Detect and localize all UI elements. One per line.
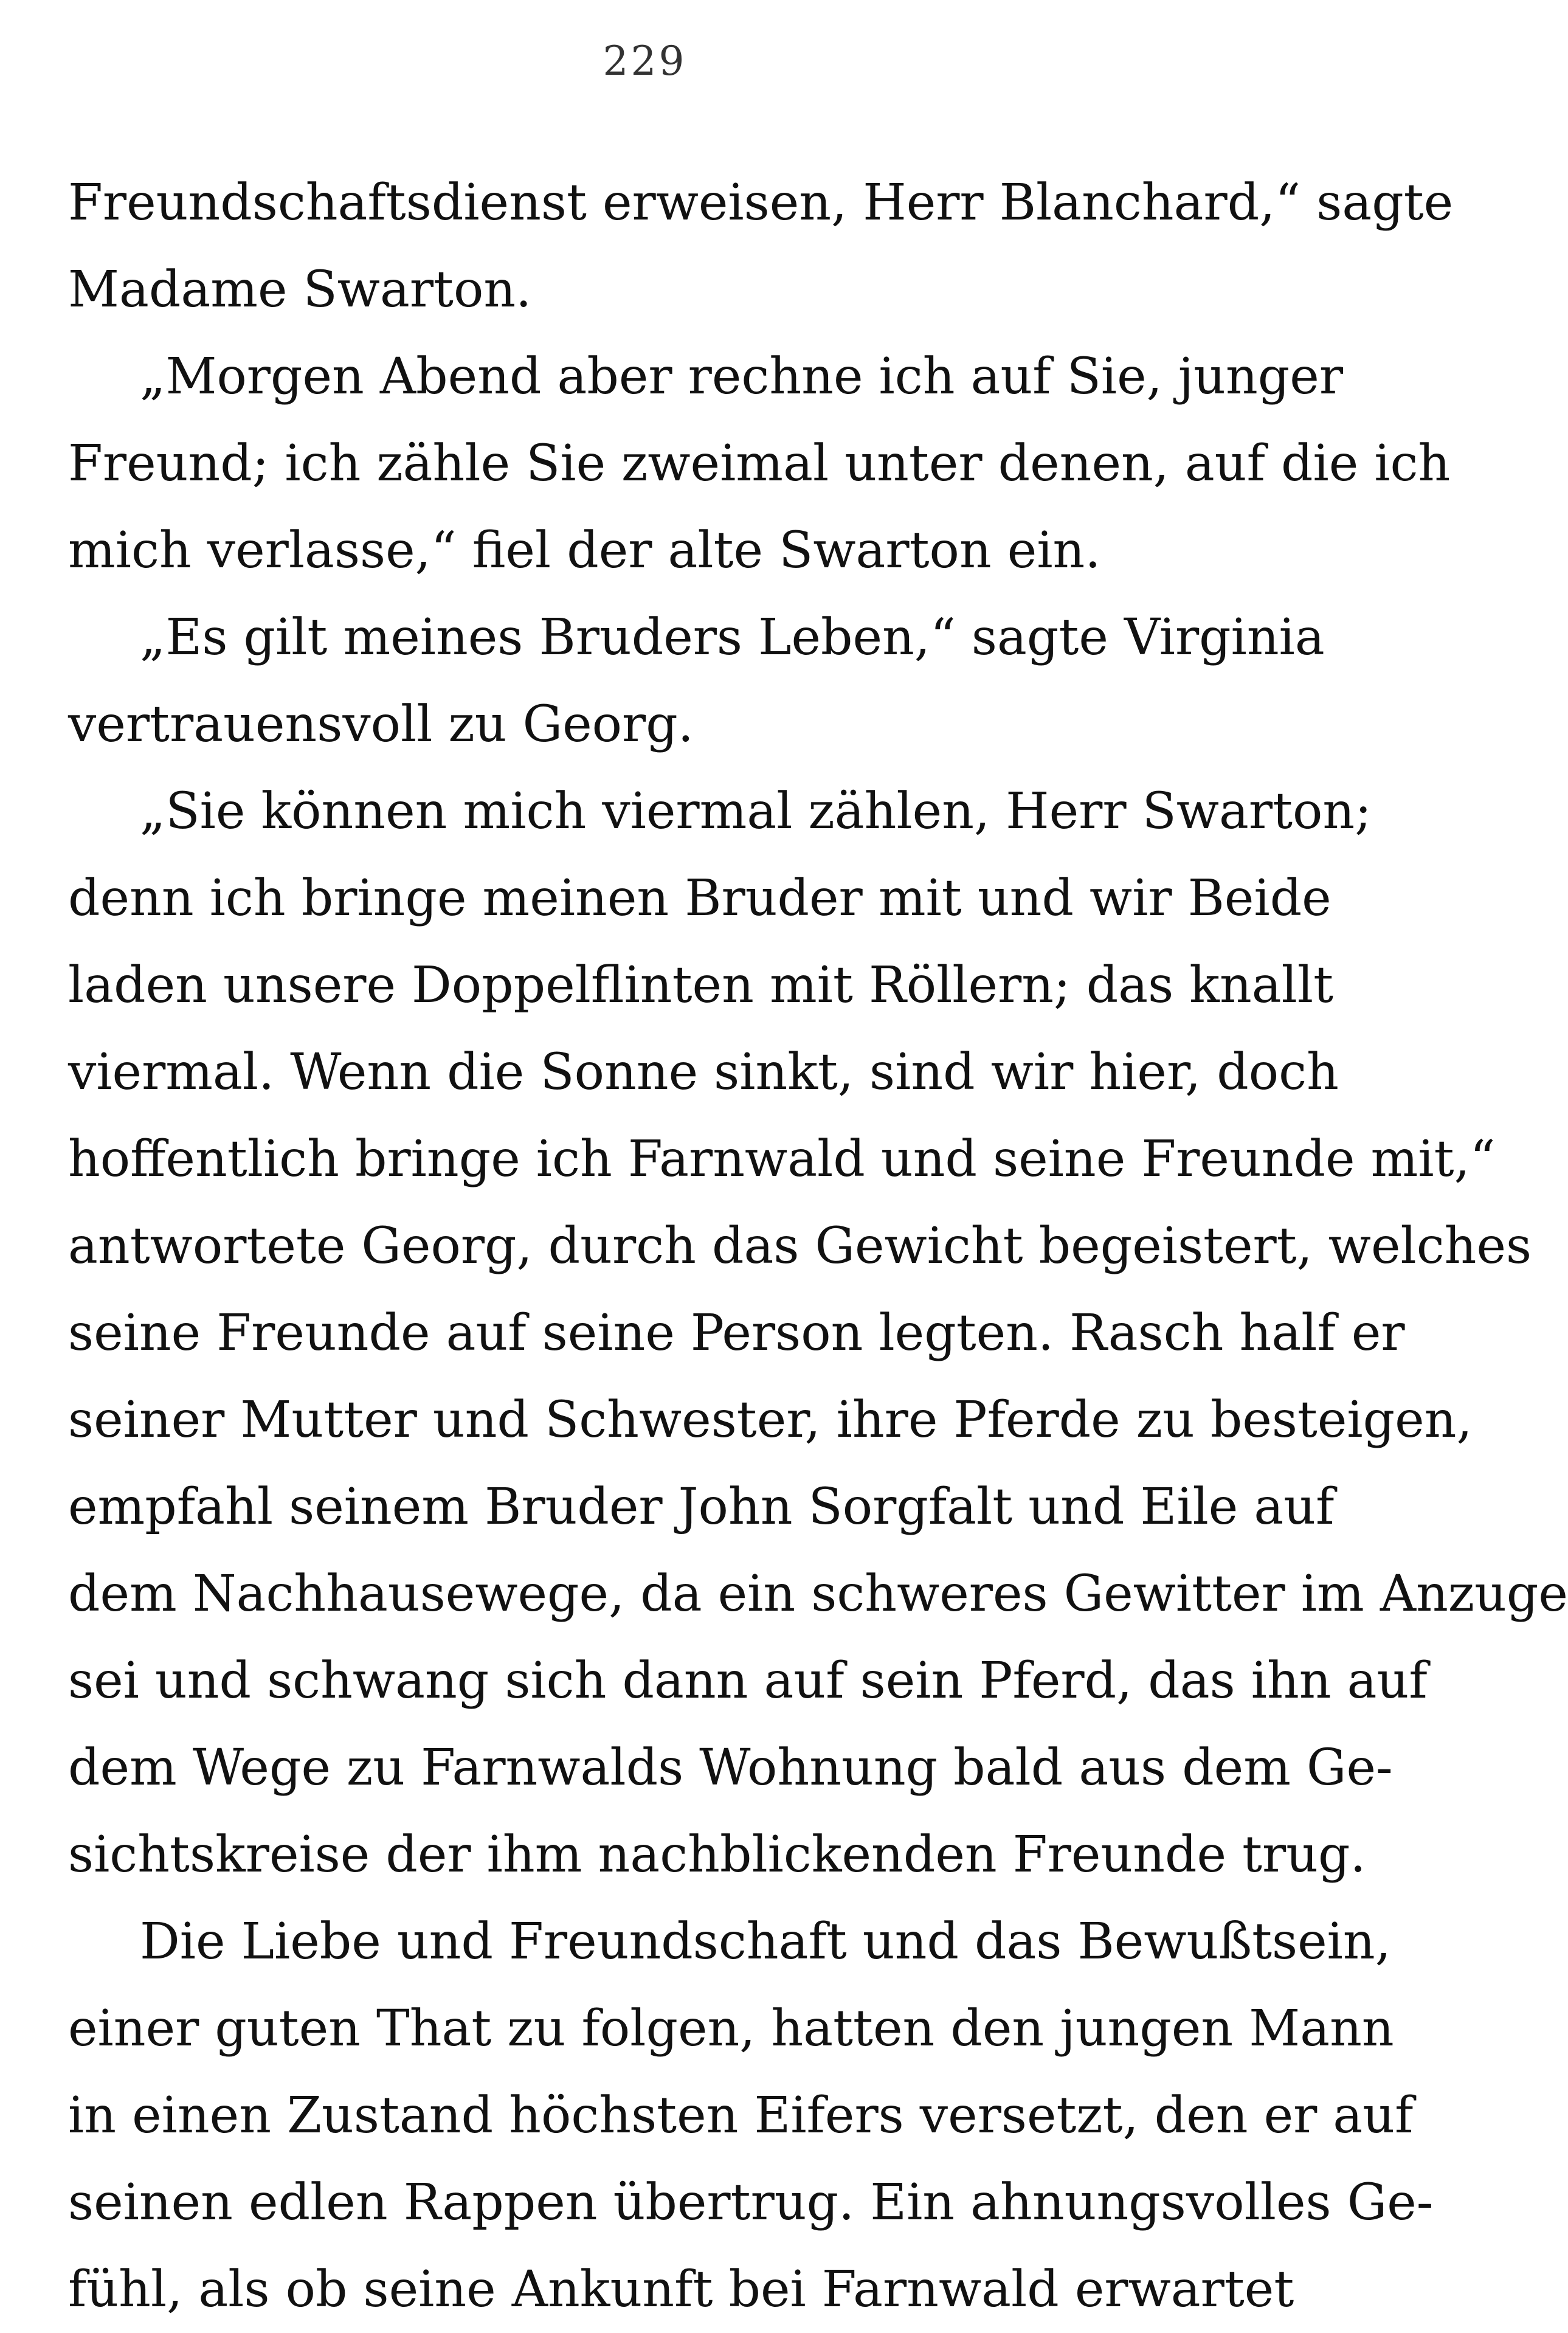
text-line: dem Wege zu Farnwalds Wohnung bald aus dem Ge- [68, 1739, 1393, 1797]
text-line: empfahl seinem Bruder John Sorgfalt und Eile auf [68, 1478, 1335, 1536]
text-line: in einen Zustand höchsten Eifers versetzt, den er auf [68, 2087, 1414, 2145]
text-line: sei und schwang sich dann auf sein Pferd, das ihn auf [68, 1652, 1428, 1710]
text-line: „Es gilt meines Bruders Leben,“ sagte Virginia [140, 609, 1325, 666]
text-line: Freundschaftsdienst erweisen, Herr Blanchard,“ sagte [68, 174, 1454, 232]
text-line: dem Nachhausewege, da ein schweres Gewitter im Anzuge [68, 1565, 1568, 1623]
text-line: Freund; ich zähle Sie zweimal unter denen, auf die ich [68, 435, 1451, 493]
text-line: antwortete Georg, durch das Gewicht begeistert, welches [68, 1217, 1532, 1275]
text-line: einer guten That zu folgen, hatten den jungen Mann [68, 2000, 1394, 2058]
text-line: seine Freunde auf seine Person legten. Rasch half er [68, 1304, 1405, 1362]
text-line: viermal. Wenn die Sonne sinkt, sind wir hier, doch [68, 1043, 1339, 1101]
text-line: seiner Mutter und Schwester, ihre Pferde zu besteigen, [68, 1391, 1473, 1449]
text-line: mich verlasse,“ fiel der alte Swarton ein. [68, 522, 1101, 579]
text-line: sichtskreise der ihm nachblickenden Freunde trug. [68, 1826, 1366, 1884]
page-number: 229 [603, 38, 687, 85]
text-line: seinen edlen Rappen übertrug. Ein ahnungsvolles Ge- [68, 2174, 1434, 2231]
text-line: Die Liebe und Freundschaft und das Bewußtsein, [140, 1913, 1391, 1971]
text-line: laden unsere Doppelflinten mit Röllern; das knallt [68, 956, 1334, 1014]
body-text [68, 159, 1568, 2333]
text-line: Madame Swarton. [68, 261, 532, 319]
text-line: „Morgen Abend aber rechne ich auf Sie, junger [140, 348, 1344, 406]
text-line: hoffentlich bringe ich Farnwald und seine Freunde mit,“ [68, 1130, 1496, 1188]
text-line: „Sie können mich viermal zählen, Herr Swarton; [140, 783, 1372, 840]
text-line: fühl, als ob seine Ankunft bei Farnwald erwartet [68, 2261, 1294, 2318]
text-line: denn ich bringe meinen Bruder mit und wir Beide [68, 869, 1331, 927]
text-line: vertrauensvoll zu Georg. [68, 696, 694, 753]
